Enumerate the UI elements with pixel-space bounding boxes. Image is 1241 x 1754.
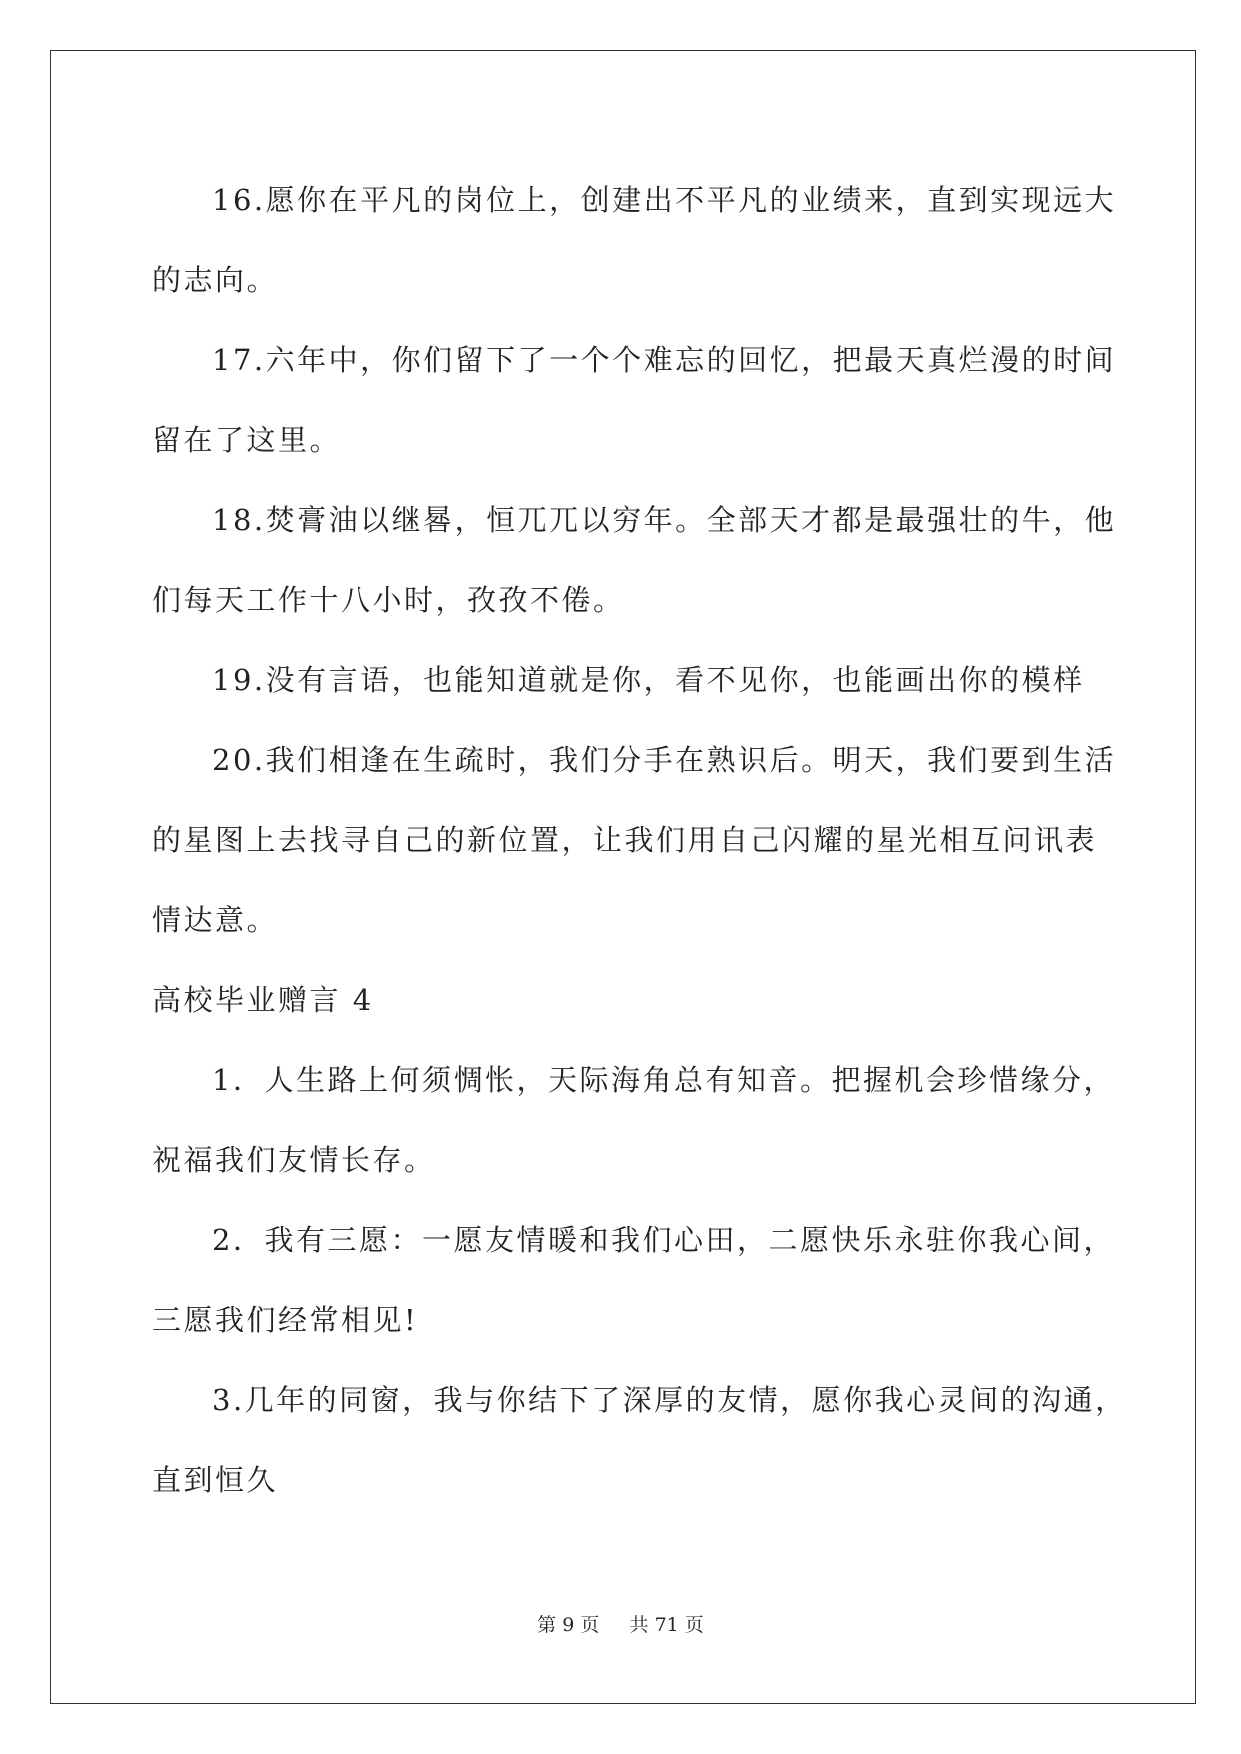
paragraph-16-line-1: 16.愿你在平凡的岗位上，创建出不平凡的业绩来，直到实现远大 [212, 183, 1117, 217]
paragraph-20-line-2: 的星图上去找寻自己的新位置，让我们用自己闪耀的星光相互问讯表 [152, 823, 1098, 857]
paragraph-16-line-2: 的志向。 [152, 263, 279, 297]
section-paragraph-3-line-2: 直到恒久 [152, 1463, 279, 1497]
paragraph-20-line-3: 情达意。 [152, 903, 279, 937]
paragraph-18-line-2: 们每天工作十八小时，孜孜不倦。 [152, 583, 625, 617]
paragraph-18-line-1: 18.焚膏油以继晷，恒兀兀以穷年。全部天才都是最强壮的牛，他 [212, 503, 1117, 537]
section-paragraph-2-line-2: 三愿我们经常相见! [152, 1303, 419, 1337]
paragraph-17-line-1: 17.六年中，你们留下了一个个难忘的回忆，把最天真烂漫的时间 [212, 343, 1117, 377]
section-paragraph-1-line-2: 祝福我们友情长存。 [152, 1143, 436, 1177]
section-paragraph-1-line-1: 1．人生路上何须惆怅，天际海角总有知音。把握机会珍惜缘分， [212, 1063, 1115, 1097]
page-number: 第 9 页 [537, 1614, 600, 1636]
page-footer [0, 1610, 1241, 1637]
paragraph-20-line-1: 20.我们相逢在生疏时，我们分手在熟识后。明天，我们要到生活 [212, 743, 1117, 777]
section-paragraph-2-line-1: 2．我有三愿：一愿友情暖和我们心田，二愿快乐永驻你我心间， [212, 1223, 1115, 1257]
section-paragraph-3-line-1: 3.几年的同窗，我与你结下了深厚的友情，愿你我心灵间的沟通， [212, 1383, 1127, 1417]
document-body [152, 160, 1127, 1520]
page-total: 共 71 页 [629, 1614, 704, 1636]
paragraph-19-line-1: 19.没有言语，也能知道就是你，看不见你，也能画出你的模样 [212, 663, 1085, 697]
paragraph-17-line-2: 留在了这里。 [152, 423, 342, 457]
section-heading: 高校毕业赠言 4 [152, 983, 374, 1017]
